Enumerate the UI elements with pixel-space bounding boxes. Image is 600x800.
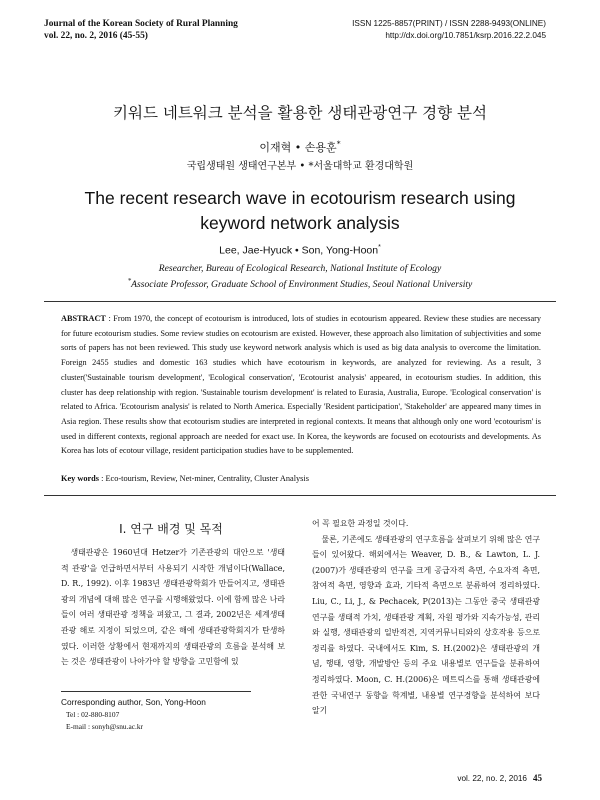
issn: ISSN 1225-8857(PRINT) / ISSN 2288-9493(ONLINE): [352, 19, 546, 28]
section-heading: I. 연구 배경 및 목적: [119, 522, 223, 536]
affiliation-korean: 국립생태원 생태연구본부 • *서울대학교 환경대학원: [186, 161, 414, 172]
right-paragraph-1: 물론, 기존에도 생태관광의 연구흐름을 살펴보기 위해 많은 연구들이 있어왔다. 해외에서는 Weaver, D. B., & Lawton, L. J.(2007)가 생태관광의 연구를 크게 공급자적 측면, 수요자적 측면, 참여적 측면, 영향과 효과, 기타적 측면으로 분류하여 정리하였다. Liu, C., Li, J., & Pechacek, P(2013)는 그동안 중국 생태관광 연구를 생태적 가치, 생태관광 계획, 자원 평가와 지속가능성, 관리와 실행, 생태관광의 일반적견, 지역커뮤니티와의 상호작용 등으로 정리를 하였다. 국내에서도 Kim, S. H.(2002)은 생태관광의 개념, 행태, 영향, 개발방안 등의 주요 내용별로 연구들을 분류하여 정리하였다. Moon, C. H.(2006)은 메트릭스를 통해 생태관광에 관한 국내연구 동향을 학계별, 내용별 연구경향을 분석하여 보다 알기: [312, 534, 540, 716]
corresponding-author: Corresponding author, Son, Yong-Hoon: [61, 697, 206, 707]
affiliation-english-2-mark: *: [127, 277, 132, 285]
authors-korean-mark: *: [336, 139, 341, 149]
footnote-rule: [61, 691, 251, 692]
issn-info: [352, 18, 546, 42]
affiliation-english-2-text: Associate Professor, Graduate School of Environment Studies, Seoul National University: [131, 279, 473, 291]
title-english-line2: keyword network analysis: [200, 213, 400, 233]
page-footer: [457, 773, 542, 783]
abstract-bottom-rule: [44, 495, 556, 496]
author-tel: Tel : 02-880-8107: [66, 710, 120, 719]
title-english-line1: The recent research wave in ecotourism research using: [84, 188, 516, 208]
authors-english: [0, 244, 600, 257]
keywords-label: Key words: [61, 474, 100, 483]
abstract-text: : From 1970, the concept of ecotourism is introduced, lots of studies in ecotourism appeared. Review these studies are necessary for future ecotourism studies. Some review studies on ecotourism are existed. However, these approach also limitation of subjectivities and some sorts of papers has not been reviewed. This study use keyword network analysis which is used as big data analysis to overcome the limitation. Foreign 2455 studies and domestic 163 studies which have ecotourism in keywords, are analyzed for reviewing. As a result, 3 cluster('Sustainable tourism development', 'Ecological conservation', 'Ecotourist analysis' appeared, in ecotourism studies. In addition, this cluster has deep relationship with region. 'Sustainable tourism development' is related to Eurasia, Australia, Europe. 'Ecological conservation' is related to Africa. 'Ecotourism analysis' is related to North America. Especially 'Resident participation', 'Stakeholder' are appeared many times in Asia region. These results show that ecotourism studies are interpreted in regional contexts. It means that although only one word 'ecotourism' is used in different contexts, regional approach are needed for exact use. In Korea, the keywords are focused on ecotourists and developments. As Korea has lots of ecotour village, resident participation studies have to be supplemented.: [61, 314, 542, 456]
left-column: [61, 545, 285, 670]
right-paragraph-0: 어 꼭 필요한 과정일 것이다.: [312, 519, 409, 528]
abstract-top-rule: [44, 301, 556, 302]
journal-info: [44, 18, 238, 42]
authors-korean: [0, 139, 600, 155]
abstract-label: ABSTRACT: [61, 314, 106, 323]
journal-name: Journal of the Korean Society of Rural Planning: [44, 19, 238, 29]
authors-english-names: Lee, Jae-Hyuck • Son, Yong-Hoon: [219, 244, 379, 257]
page-number: 45: [533, 773, 542, 783]
author-email[interactable]: E-mail : sonyh@snu.ac.kr: [66, 722, 144, 731]
doi-link[interactable]: http://dx.doi.org/10.7851/ksrp.2016.22.2.045: [385, 31, 546, 40]
keywords: [61, 474, 541, 483]
right-column: [312, 516, 540, 719]
left-paragraph-1: 생태관광은 1960년대 Hetzer가 기존관광의 대안으로 '생태적 관광'을 언급하면서부터 사용되기 시작한 개념이다(Wallace, D. R., 1992). 이후 1983년 생태관광학회가 만들어지고, 생태관광의 개념에 대해 많은 연구를 시행해왔었다. 이에 함께 많은 나라들이 여러 생태관광 정책을 펴왔고, 그 결과, 2002년은 세계생태관광 해로 지정이 되었으며, 같은 해에 생태관광학회지가 탄생하였다. 이러한 상황에서 현재까지의 생태관광의 흐름을 분석해 보는 것은 생태관광이 나아가야 할 방향을 고민함에 있: [61, 548, 285, 667]
journal-volume: vol. 22, no. 2, 2016 (45-55): [44, 31, 148, 41]
authors-english-mark: *: [378, 244, 381, 251]
keywords-text: : Eco-tourism, Review, Net-miner, Centrality, Cluster Analysis: [101, 474, 309, 483]
authors-korean-names: 이재혁 • 손용훈: [259, 141, 337, 154]
abstract: [61, 312, 541, 459]
affiliation-english-2: [0, 277, 600, 290]
title-korean: 키워드 네트워크 분석을 활용한 생태관광연구 경향 분석: [113, 104, 487, 122]
title-english: [0, 186, 600, 236]
footer-issue: vol. 22, no. 2, 2016: [457, 774, 527, 783]
affiliation-english-1: Researcher, Bureau of Ecological Research, National Institute of Ecology: [158, 263, 442, 274]
